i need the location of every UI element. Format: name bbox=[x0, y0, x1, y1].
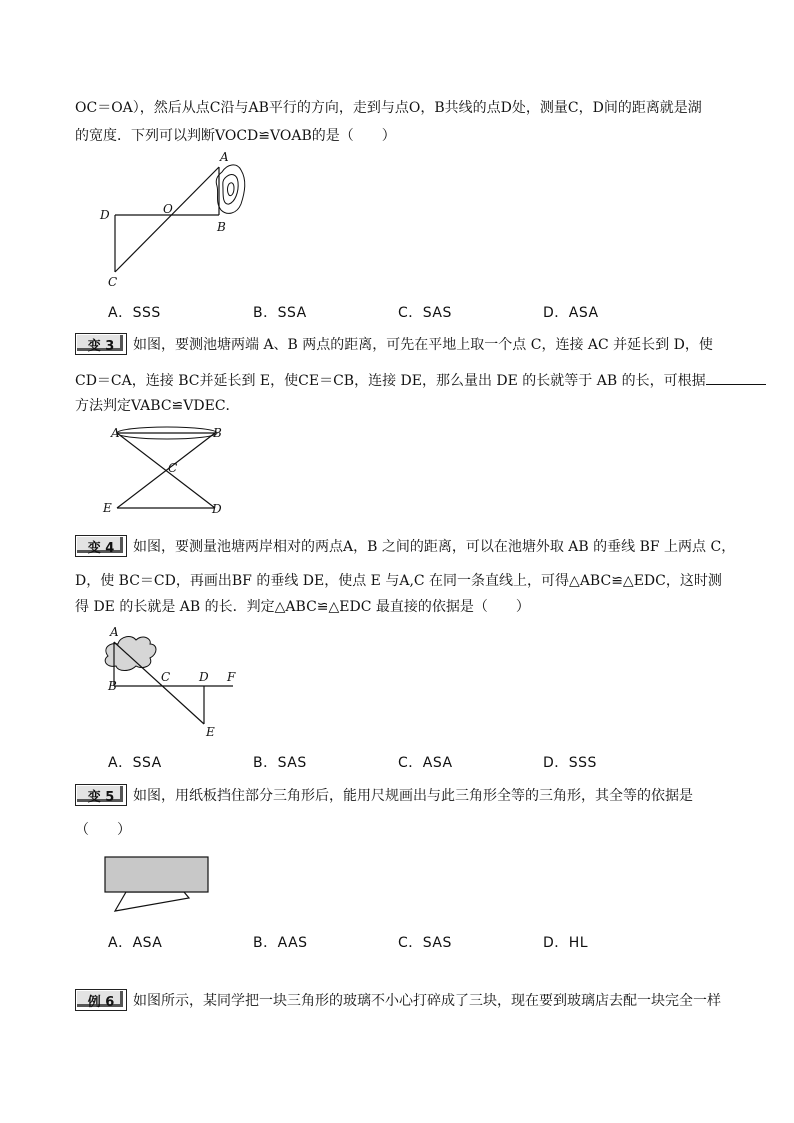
label-C: C bbox=[161, 670, 171, 684]
label-F: F bbox=[227, 670, 236, 684]
example-6-tag-label: 例 6 bbox=[87, 995, 115, 1010]
variant-4-tag bbox=[75, 535, 127, 557]
q4-option-d[interactable]: D．SSS bbox=[543, 755, 597, 771]
covered-triangle-figure bbox=[100, 852, 215, 918]
q4-line1: 如图，要测量池塘两岸相对的两点A，B 之间的距离，可以在池塘外取 AB 的垂线 BF 上两点 C， bbox=[133, 539, 736, 555]
q-prev-option-c[interactable]: C．SAS bbox=[398, 305, 452, 321]
label-D: D bbox=[199, 670, 209, 684]
lake-figure-ocd-oab bbox=[95, 150, 265, 290]
q5-option-a[interactable]: A．ASA bbox=[108, 935, 163, 951]
q3-line1: 如图，要测池塘两端 A、B 两点的距离，可先在平地上取一个点 C，连接 AC 并延长到 D，使 bbox=[133, 337, 713, 353]
q4-line3: 得 DE 的长就是 AB 的长．判定△ABC≌△EDC 最直接的依据是（ ） bbox=[75, 599, 530, 615]
example-6-tag bbox=[75, 989, 127, 1011]
q-prev-line2: 的宽度．下列可以判断VOCD≌VOAB的是（ ） bbox=[75, 128, 396, 144]
q4-option-a[interactable]: A．SSA bbox=[108, 755, 162, 771]
label-B: B bbox=[213, 426, 222, 440]
q-prev-option-d[interactable]: D．ASA bbox=[543, 305, 599, 321]
variant-5-tag bbox=[75, 784, 127, 806]
q-prev-option-a[interactable]: A．SSS bbox=[108, 305, 161, 321]
q3-line2 bbox=[75, 370, 766, 390]
pond-figure-abc-dec bbox=[95, 420, 235, 520]
q5-option-d[interactable]: D．HL bbox=[543, 935, 589, 951]
q4-option-b[interactable]: B．SAS bbox=[253, 755, 307, 771]
label-E: E bbox=[206, 725, 215, 739]
label-A: A bbox=[110, 625, 119, 639]
q3-line2-text: CD＝CA，连接 BC并延长到 E，使CE＝CB，连接 DE，那么量出 DE 的长就等于 AB 的长，可根据 bbox=[75, 373, 706, 389]
label-A: A bbox=[220, 150, 229, 164]
variant-3-tag-label: 变 3 bbox=[87, 339, 115, 354]
label-E: E bbox=[103, 501, 112, 515]
q3-answer-blank[interactable] bbox=[706, 370, 766, 385]
pond-figure-perpendicular bbox=[98, 622, 243, 744]
q4-line2: D，使 BC＝CD，再画出BF 的垂线 DE，使点 E 与A,C 在同一条直线上，可得△ABC≌△EDC，这时测 bbox=[75, 573, 722, 589]
label-B: B bbox=[108, 679, 117, 693]
ex6-line1: 如图所示，某同学把一块三角形的玻璃不小心打碎成了三块，现在要到玻璃店去配一块完全一样 bbox=[133, 993, 721, 1009]
q5-line2: （ ） bbox=[75, 822, 131, 838]
label-O: O bbox=[163, 202, 173, 216]
q5-option-c[interactable]: C．SAS bbox=[398, 935, 452, 951]
q-prev-line1: OC＝OA），然后从点C沿与AB平行的方向，走到与点O，B共线的点D处，测量C，D间的距离就是湖 bbox=[75, 100, 702, 116]
q3-line3: 方法判定VABC≌VDEC． bbox=[75, 398, 240, 414]
label-A: A bbox=[111, 426, 120, 440]
variant-3-tag bbox=[75, 333, 127, 355]
q4-option-c[interactable]: C．ASA bbox=[398, 755, 453, 771]
label-D: D bbox=[100, 208, 110, 222]
label-D: D bbox=[212, 502, 222, 516]
q5-line1: 如图，用纸板挡住部分三角形后，能用尺规画出与此三角形全等的三角形，其全等的依据是 bbox=[133, 788, 693, 804]
q-prev-option-b[interactable]: B．SSA bbox=[253, 305, 307, 321]
label-B: B bbox=[217, 220, 226, 234]
label-C: C bbox=[108, 275, 118, 289]
q5-option-b[interactable]: B．AAS bbox=[253, 935, 308, 951]
variant-4-tag-label: 变 4 bbox=[87, 541, 115, 556]
variant-5-tag-label: 变 5 bbox=[87, 790, 115, 805]
label-C: C bbox=[168, 461, 178, 475]
